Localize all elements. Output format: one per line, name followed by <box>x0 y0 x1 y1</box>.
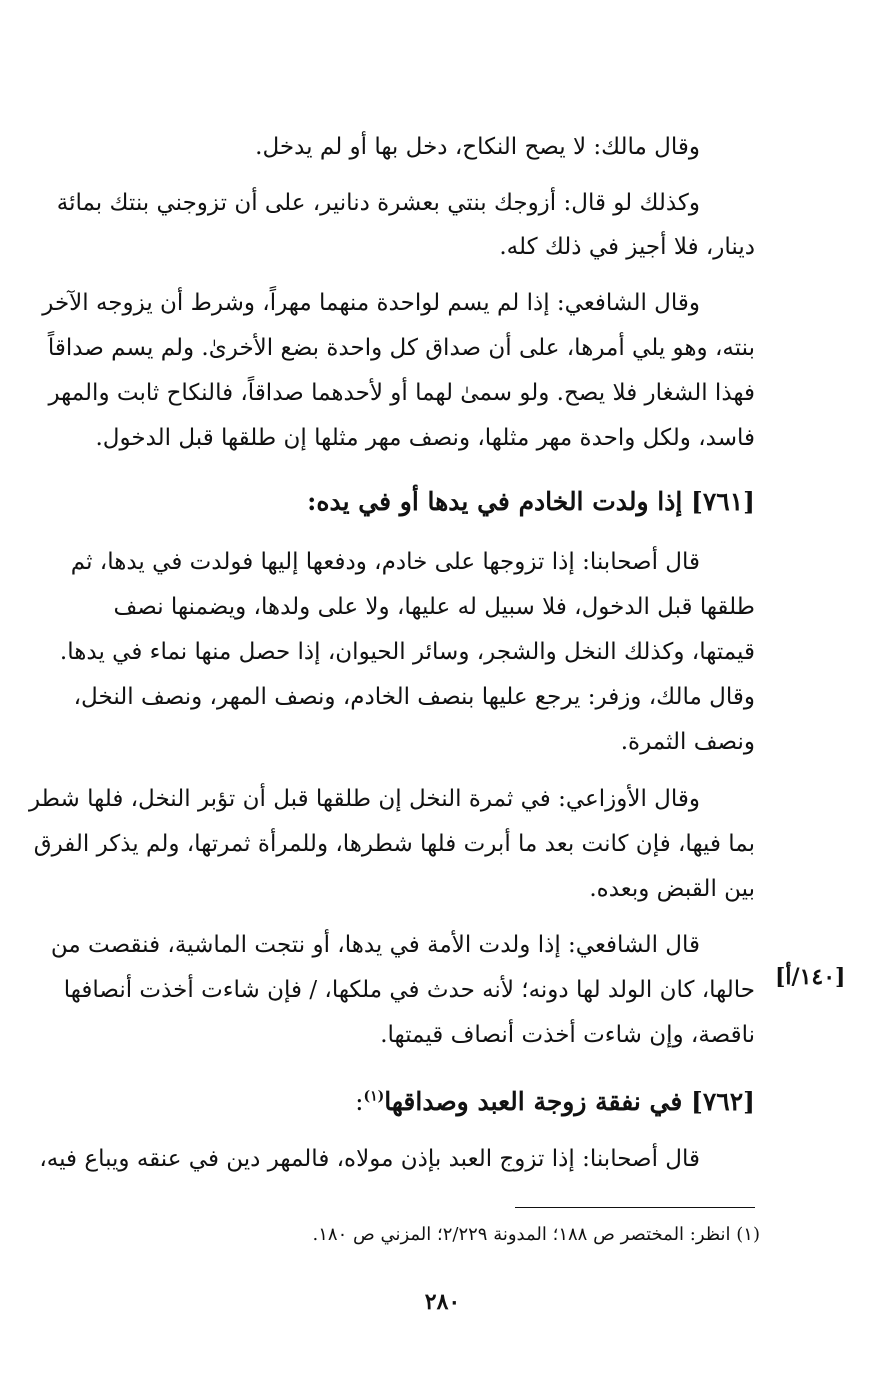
text-line: قيمتها، وكذلك النخل والشجر، وسائر الحيوان، إذا حصل منها نماء في يدها. <box>59 639 755 665</box>
manuscript-folio-marker: [١٤٠/أ] <box>775 964 846 990</box>
heading-colon: : <box>355 1087 364 1116</box>
text-line: وقال الأوزاعي: في ثمرة النخل إن طلقها قبل أن تؤبر النخل، فلها شطر <box>28 786 700 812</box>
heading-title: في نفقة زوجة العبد وصداقها <box>384 1087 683 1116</box>
section-heading-762 <box>130 1085 755 1119</box>
text-line: طلقها قبل الدخول، فلا سبيل له عليها، ولا على ولدها، ويضمنها نصف <box>113 594 755 620</box>
footnote: (١) انظر: المختصر ص ١٨٨؛ المدونة ٢/٢٢٩؛ المزني ص ١٨٠. <box>312 1224 760 1245</box>
text-line: بما فيها، فإن كانت بعد ما أبرت فلها شطرها، وللمرأة ثمرتها، ولم يذكر الفرق <box>33 831 755 857</box>
text-line: قال أصحابنا: إذا تزوجها على خادم، ودفعها إليها فولدت في يدها، ثم <box>70 549 700 575</box>
section-heading-761 <box>130 485 755 519</box>
text-line: قال أصحابنا: إذا تزوج العبد بإذن مولاه، فالمهر دين في عنقه ويباع فيه، <box>39 1146 700 1172</box>
heading-title: إذا ولدت الخادم في يدها أو في يده: <box>307 487 683 516</box>
text-line: ناقصة، وإن شاءت أخذت أنصاف قيمتها. <box>380 1022 755 1048</box>
text-line: وكذلك لو قال: أزوجك بنتي بعشرة دنانير، على أن تزوجني بنتك بمائة <box>56 190 700 216</box>
footnote-divider <box>515 1207 755 1208</box>
text-line: بنته، وهو يلي أمرها، على أن صداق كل واحدة بضع الأخرىٰ. ولم يسم صداقاً <box>47 335 755 361</box>
text-line: بين القبض وبعده. <box>589 876 755 902</box>
text-line: فاسد، ولكل واحدة مهر مثلها، ونصف مهر مثلها إن طلقها قبل الدخول. <box>95 425 755 451</box>
footnote-reference: (١) <box>363 1088 385 1105</box>
text-line: قال الشافعي: إذا ولدت الأمة في يدها، أو نتجت الماشية، فنقصت من <box>50 932 700 958</box>
heading-number: [٧٦١] <box>691 487 755 516</box>
heading-number: [٧٦٢] <box>691 1087 755 1116</box>
text-line: ونصف الثمرة. <box>620 729 755 755</box>
text-line: حالها، كان الولد لها دونه؛ لأنه حدث في ملكها، / فإن شاءت أخذت أنصافها <box>63 977 755 1003</box>
text-line: وقال الشافعي: إذا لم يسم لواحدة منهما مهراً، وشرط أن يزوجه الآخر <box>42 290 700 316</box>
page-number: ٢٨٠ <box>424 1289 461 1315</box>
text-line: دينار، فلا أجيز في ذلك كله. <box>499 234 755 260</box>
text-line: وقال مالك، وزفر: يرجع عليها بنصف الخادم، ونصف المهر، ونصف النخل، <box>73 684 755 710</box>
text-line: فهذا الشغار فلا يصح. ولو سمىٰ لهما أو لأحدهما صداقاً، فالنكاح ثابت والمهر <box>48 380 755 406</box>
text-line: وقال مالك: لا يصح النكاح، دخل بها أو لم يدخل. <box>255 134 700 160</box>
